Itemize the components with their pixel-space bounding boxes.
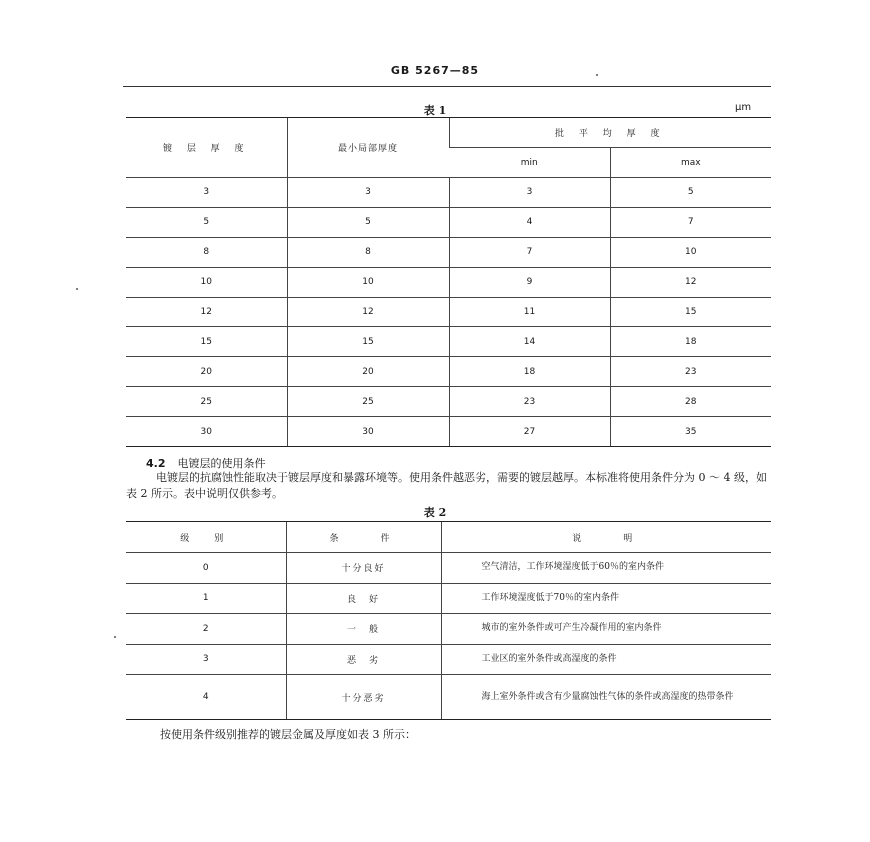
description-cell xyxy=(441,675,771,720)
table-cell: 25 xyxy=(287,387,449,417)
table-cell: 10 xyxy=(126,267,287,297)
table-cell: 30 xyxy=(287,417,449,447)
table-row xyxy=(126,267,771,297)
header-max: max xyxy=(610,148,771,178)
table-cell: 15 xyxy=(126,327,287,357)
footer-text: 按使用条件级别推荐的镀层金属及厚度如表 3 所示： xyxy=(160,728,416,741)
table-cell: 3 xyxy=(126,178,287,208)
table-cell: 15 xyxy=(287,327,449,357)
table-cell: 3 xyxy=(287,178,449,208)
description-cell: 工作环境湿度低于70％的室内条件 xyxy=(441,583,771,614)
table-row xyxy=(126,178,771,208)
section-number: 4.2 xyxy=(146,457,166,470)
table-cell: 23 xyxy=(610,357,771,387)
table-cell: 5 xyxy=(126,207,287,237)
condition-cell: 恶 劣 xyxy=(286,644,441,675)
header-batch-average: 批 平 均 厚 度 xyxy=(449,118,771,148)
table-row xyxy=(126,553,771,584)
table-row xyxy=(126,675,771,720)
condition-cell: 一 般 xyxy=(286,614,441,645)
table-cell: 20 xyxy=(287,357,449,387)
level-cell: 1 xyxy=(126,583,286,614)
standard-number: GB 5267—85 xyxy=(390,64,480,77)
table-cell: 5 xyxy=(610,178,771,208)
table-cell: 10 xyxy=(287,267,449,297)
table-row xyxy=(126,583,771,614)
condition-cell: 十分良好 xyxy=(286,553,441,584)
condition-cell: 良 好 xyxy=(286,583,441,614)
table-cell: 20 xyxy=(126,357,287,387)
table-cell: 12 xyxy=(126,297,287,327)
level-cell: 4 xyxy=(126,675,286,720)
table-cell: 30 xyxy=(126,417,287,447)
table-row xyxy=(126,237,771,267)
table-cell: 12 xyxy=(287,297,449,327)
header-min-local-thickness: 最小局部厚度 xyxy=(287,118,449,178)
table-cell: 15 xyxy=(610,297,771,327)
table-cell: 3 xyxy=(449,178,610,208)
table-cell: 9 xyxy=(449,267,610,297)
header-coating-thickness: 镀 层 厚 度 xyxy=(126,118,287,178)
condition-cell: 十分恶劣 xyxy=(286,675,441,720)
table1-unit: μm xyxy=(735,102,752,113)
table-row xyxy=(126,327,771,357)
table2-title: 表 2 xyxy=(423,506,447,519)
section-heading xyxy=(146,455,266,471)
description-text: 海上室外条件或含有少量腐蚀性气体的条件或高湿度的热带条件 xyxy=(481,691,734,702)
table-cell: 25 xyxy=(126,387,287,417)
table-cell: 4 xyxy=(449,207,610,237)
scan-speck xyxy=(76,288,78,290)
table-cell: 7 xyxy=(449,237,610,267)
scan-speck xyxy=(596,74,598,76)
table1-title: 表 1 xyxy=(423,104,447,117)
level-cell: 0 xyxy=(126,553,286,584)
table-row xyxy=(126,297,771,327)
table-cell: 18 xyxy=(610,327,771,357)
level-cell: 2 xyxy=(126,614,286,645)
header-level: 级 别 xyxy=(126,522,286,553)
table-cell: 14 xyxy=(449,327,610,357)
table-cell: 8 xyxy=(126,237,287,267)
header-min: min xyxy=(449,148,610,178)
table-cell: 11 xyxy=(449,297,610,327)
table-row xyxy=(126,357,771,387)
table-row xyxy=(126,644,771,675)
header-condition: 条 件 xyxy=(286,522,441,553)
table-row xyxy=(126,417,771,447)
table-cell: 35 xyxy=(610,417,771,447)
table-cell: 18 xyxy=(449,357,610,387)
description-cell: 空气清洁，工作环境湿度低于60％的室内条件 xyxy=(441,553,771,584)
section-title: 电镀层的使用条件 xyxy=(177,457,266,470)
table-cell: 23 xyxy=(449,387,610,417)
scan-speck xyxy=(114,636,116,638)
table-row xyxy=(126,207,771,237)
table-row xyxy=(126,614,771,645)
header-rule xyxy=(123,86,771,87)
table-row xyxy=(126,387,771,417)
table-cell: 5 xyxy=(287,207,449,237)
table-cell: 27 xyxy=(449,417,610,447)
thickness-table xyxy=(126,117,771,447)
level-cell: 3 xyxy=(126,644,286,675)
usage-condition-table xyxy=(126,521,771,720)
table-cell: 10 xyxy=(610,237,771,267)
description-cell: 城市的室外条件或可产生冷凝作用的室内条件 xyxy=(441,614,771,645)
header-description: 说 明 xyxy=(441,522,771,553)
table-cell: 7 xyxy=(610,207,771,237)
table-cell: 8 xyxy=(287,237,449,267)
section-paragraph: 电镀层的抗腐蚀性能取决于镀层厚度和暴露环境等。使用条件越恶劣，需要的镀层越厚。本标准将使用条件分为 0 ～ 4 级，如表 2 所示。表中说明仅供参考。 xyxy=(126,471,767,500)
description-cell: 工业区的室外条件或高湿度的条件 xyxy=(441,644,771,675)
table-cell: 12 xyxy=(610,267,771,297)
table-cell: 28 xyxy=(610,387,771,417)
